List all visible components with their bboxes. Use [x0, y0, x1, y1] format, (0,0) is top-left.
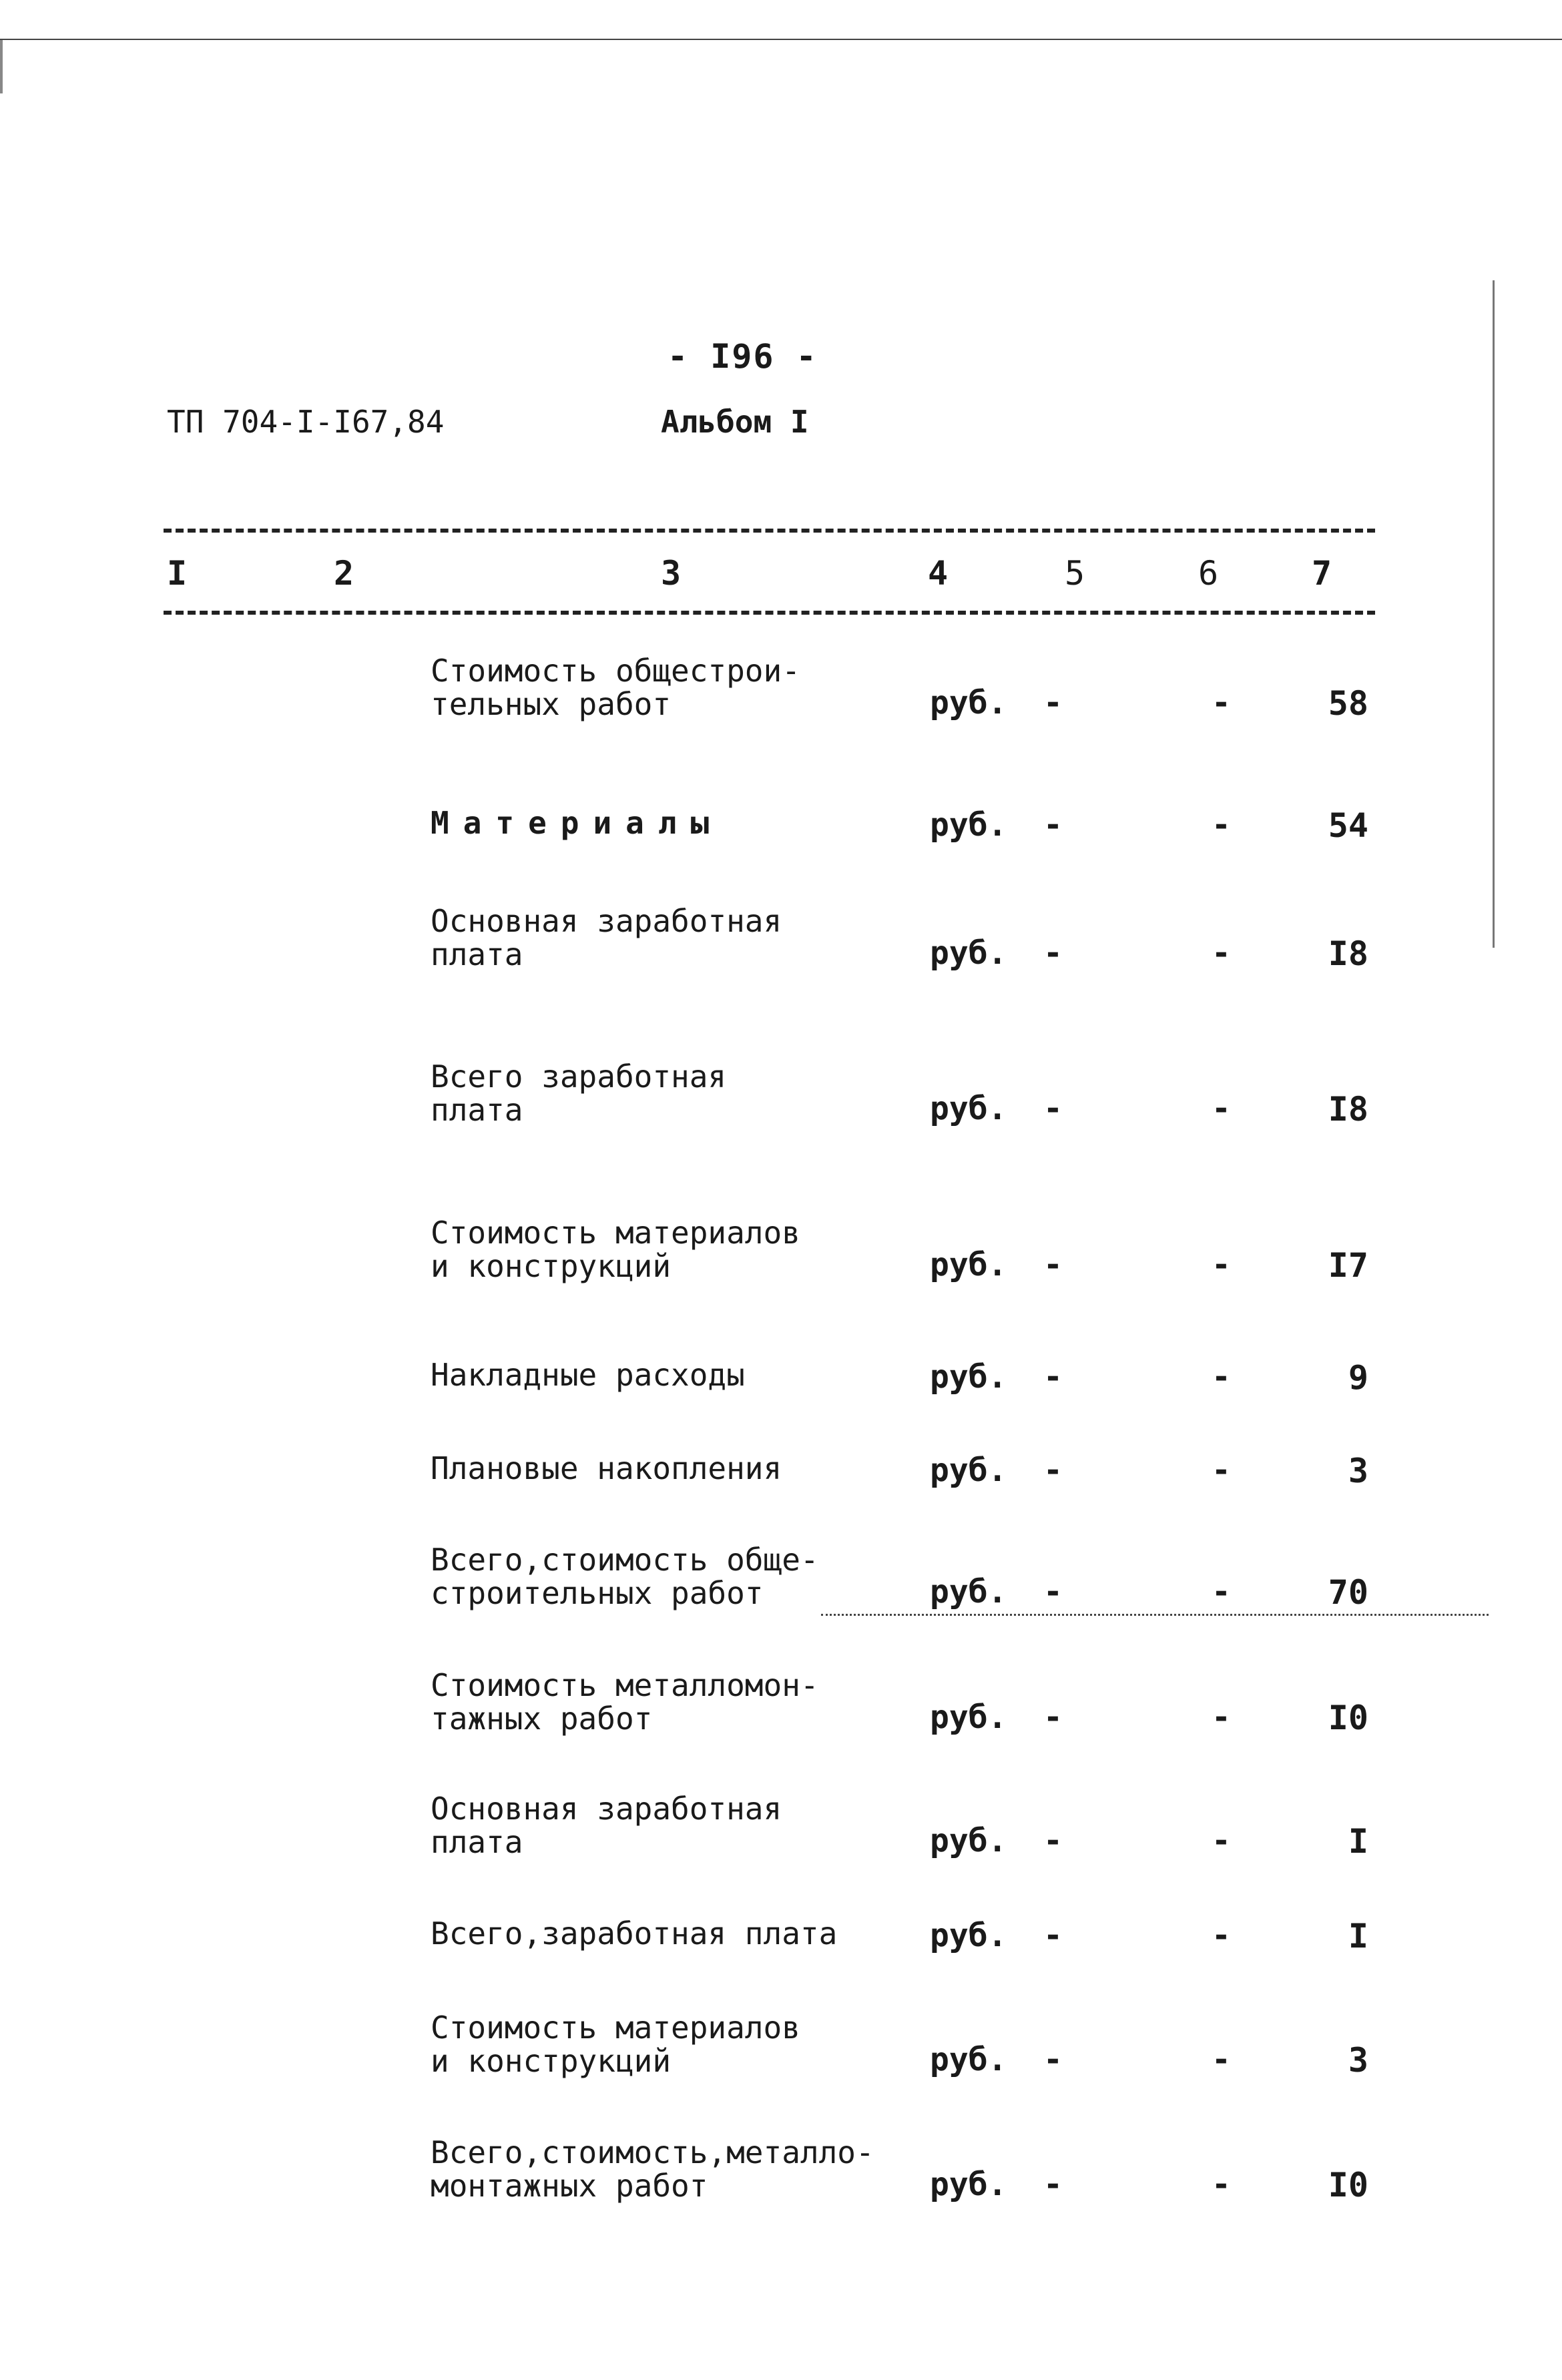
column-header-7: 7	[1312, 554, 1332, 593]
row-col5: -	[1043, 1358, 1063, 1396]
column-header-5: 5	[1065, 554, 1085, 593]
row-col7: 3	[1348, 2041, 1368, 2080]
header-rule-bottom	[164, 611, 1375, 615]
row-col6: -	[1212, 684, 1231, 721]
row-col7: I7	[1328, 1246, 1368, 1285]
row-description: Плановые накопления	[431, 1450, 782, 1486]
scan-border-right	[1493, 280, 1495, 948]
row-col6: -	[1212, 2041, 1231, 2078]
row-unit: руб.	[930, 1246, 1007, 1283]
row-unit: руб.	[930, 806, 1007, 844]
row-col7: I8	[1328, 934, 1368, 973]
row-col5: -	[1043, 1822, 1063, 1859]
row-col5: -	[1043, 2166, 1063, 2203]
row-unit: руб.	[930, 684, 1007, 721]
column-header-6: 6	[1198, 554, 1219, 593]
row-description: Материалы	[431, 805, 724, 841]
row-col6: -	[1212, 1822, 1231, 1859]
album-label: Альбом I	[661, 404, 809, 440]
row-col7: 70	[1328, 1573, 1368, 1612]
row-description: Стоимость общестрои- тельных работ	[431, 653, 800, 722]
row-col5: -	[1043, 1699, 1063, 1736]
row-unit: руб.	[930, 934, 1007, 972]
row-col7: 54	[1328, 806, 1368, 845]
row-unit: руб.	[930, 2166, 1007, 2203]
row-col5: -	[1043, 1452, 1063, 1489]
row-unit: руб.	[930, 1452, 1007, 1489]
column-header-1: I	[167, 554, 188, 593]
row-col5: -	[1043, 684, 1063, 721]
row-unit: руб.	[930, 2041, 1007, 2078]
row-col6: -	[1212, 934, 1231, 972]
row-col7: I0	[1328, 2166, 1368, 2204]
row-unit: руб.	[930, 1822, 1007, 1859]
row-col6: -	[1212, 1699, 1231, 1736]
row-unit: руб.	[930, 1699, 1007, 1736]
row-col7: I	[1348, 1917, 1368, 1956]
row-description: Стоимость материалов и конструкций	[431, 2010, 800, 2079]
row-col6: -	[1212, 1573, 1231, 1610]
row-unit: руб.	[930, 1917, 1007, 1954]
row-col5: -	[1043, 1090, 1063, 1127]
row-col5: -	[1043, 806, 1063, 844]
row-description: Стоимость материалов и конструкций	[431, 1215, 800, 1284]
row-col7: I	[1348, 1822, 1368, 1861]
row-col5: -	[1043, 2041, 1063, 2078]
scan-border-top	[0, 0, 1562, 40]
row-description: Основная заработная плата	[431, 1791, 782, 1860]
row-unit: руб.	[930, 1358, 1007, 1396]
row-description: Основная заработная плата	[431, 903, 782, 972]
row-col6: -	[1212, 2166, 1231, 2203]
row-col6: -	[1212, 1452, 1231, 1489]
row-description: Всего,стоимость обще- строительных работ	[431, 1542, 819, 1611]
row-col7: I8	[1328, 1090, 1368, 1129]
column-header-3: 3	[661, 554, 682, 593]
scan-border-left	[0, 40, 3, 93]
row-unit: руб.	[930, 1573, 1007, 1610]
row-col6: -	[1212, 806, 1231, 844]
row-description: Всего,заработная плата	[431, 1915, 838, 1952]
row-description: Накладные расходы	[431, 1357, 745, 1393]
row-col6: -	[1212, 1358, 1231, 1396]
row-col6: -	[1212, 1917, 1231, 1954]
row-col5: -	[1043, 1917, 1063, 1954]
row-description: Стоимость металломон- тажных работ	[431, 1667, 819, 1737]
row-unit: руб.	[930, 1090, 1007, 1127]
row-description: Всего заработная плата	[431, 1059, 727, 1128]
row-col7: 3	[1348, 1452, 1368, 1490]
dotted-underline	[821, 1614, 1489, 1616]
document-code: ТП 704-I-I67,84	[167, 404, 445, 440]
row-col5: -	[1043, 1573, 1063, 1610]
row-col5: -	[1043, 1246, 1063, 1283]
row-col5: -	[1043, 934, 1063, 972]
row-col7: I0	[1328, 1699, 1368, 1737]
row-col6: -	[1212, 1246, 1231, 1283]
row-col6: -	[1212, 1090, 1231, 1127]
row-description: Всего,стоимость,металло- монтажных работ	[431, 2134, 874, 2204]
page-number: - I96 -	[668, 337, 818, 376]
row-col7: 58	[1328, 684, 1368, 723]
column-header-2: 2	[334, 554, 354, 593]
header-rule-top	[164, 529, 1375, 533]
column-header-4: 4	[928, 554, 949, 593]
row-col7: 9	[1348, 1358, 1368, 1397]
